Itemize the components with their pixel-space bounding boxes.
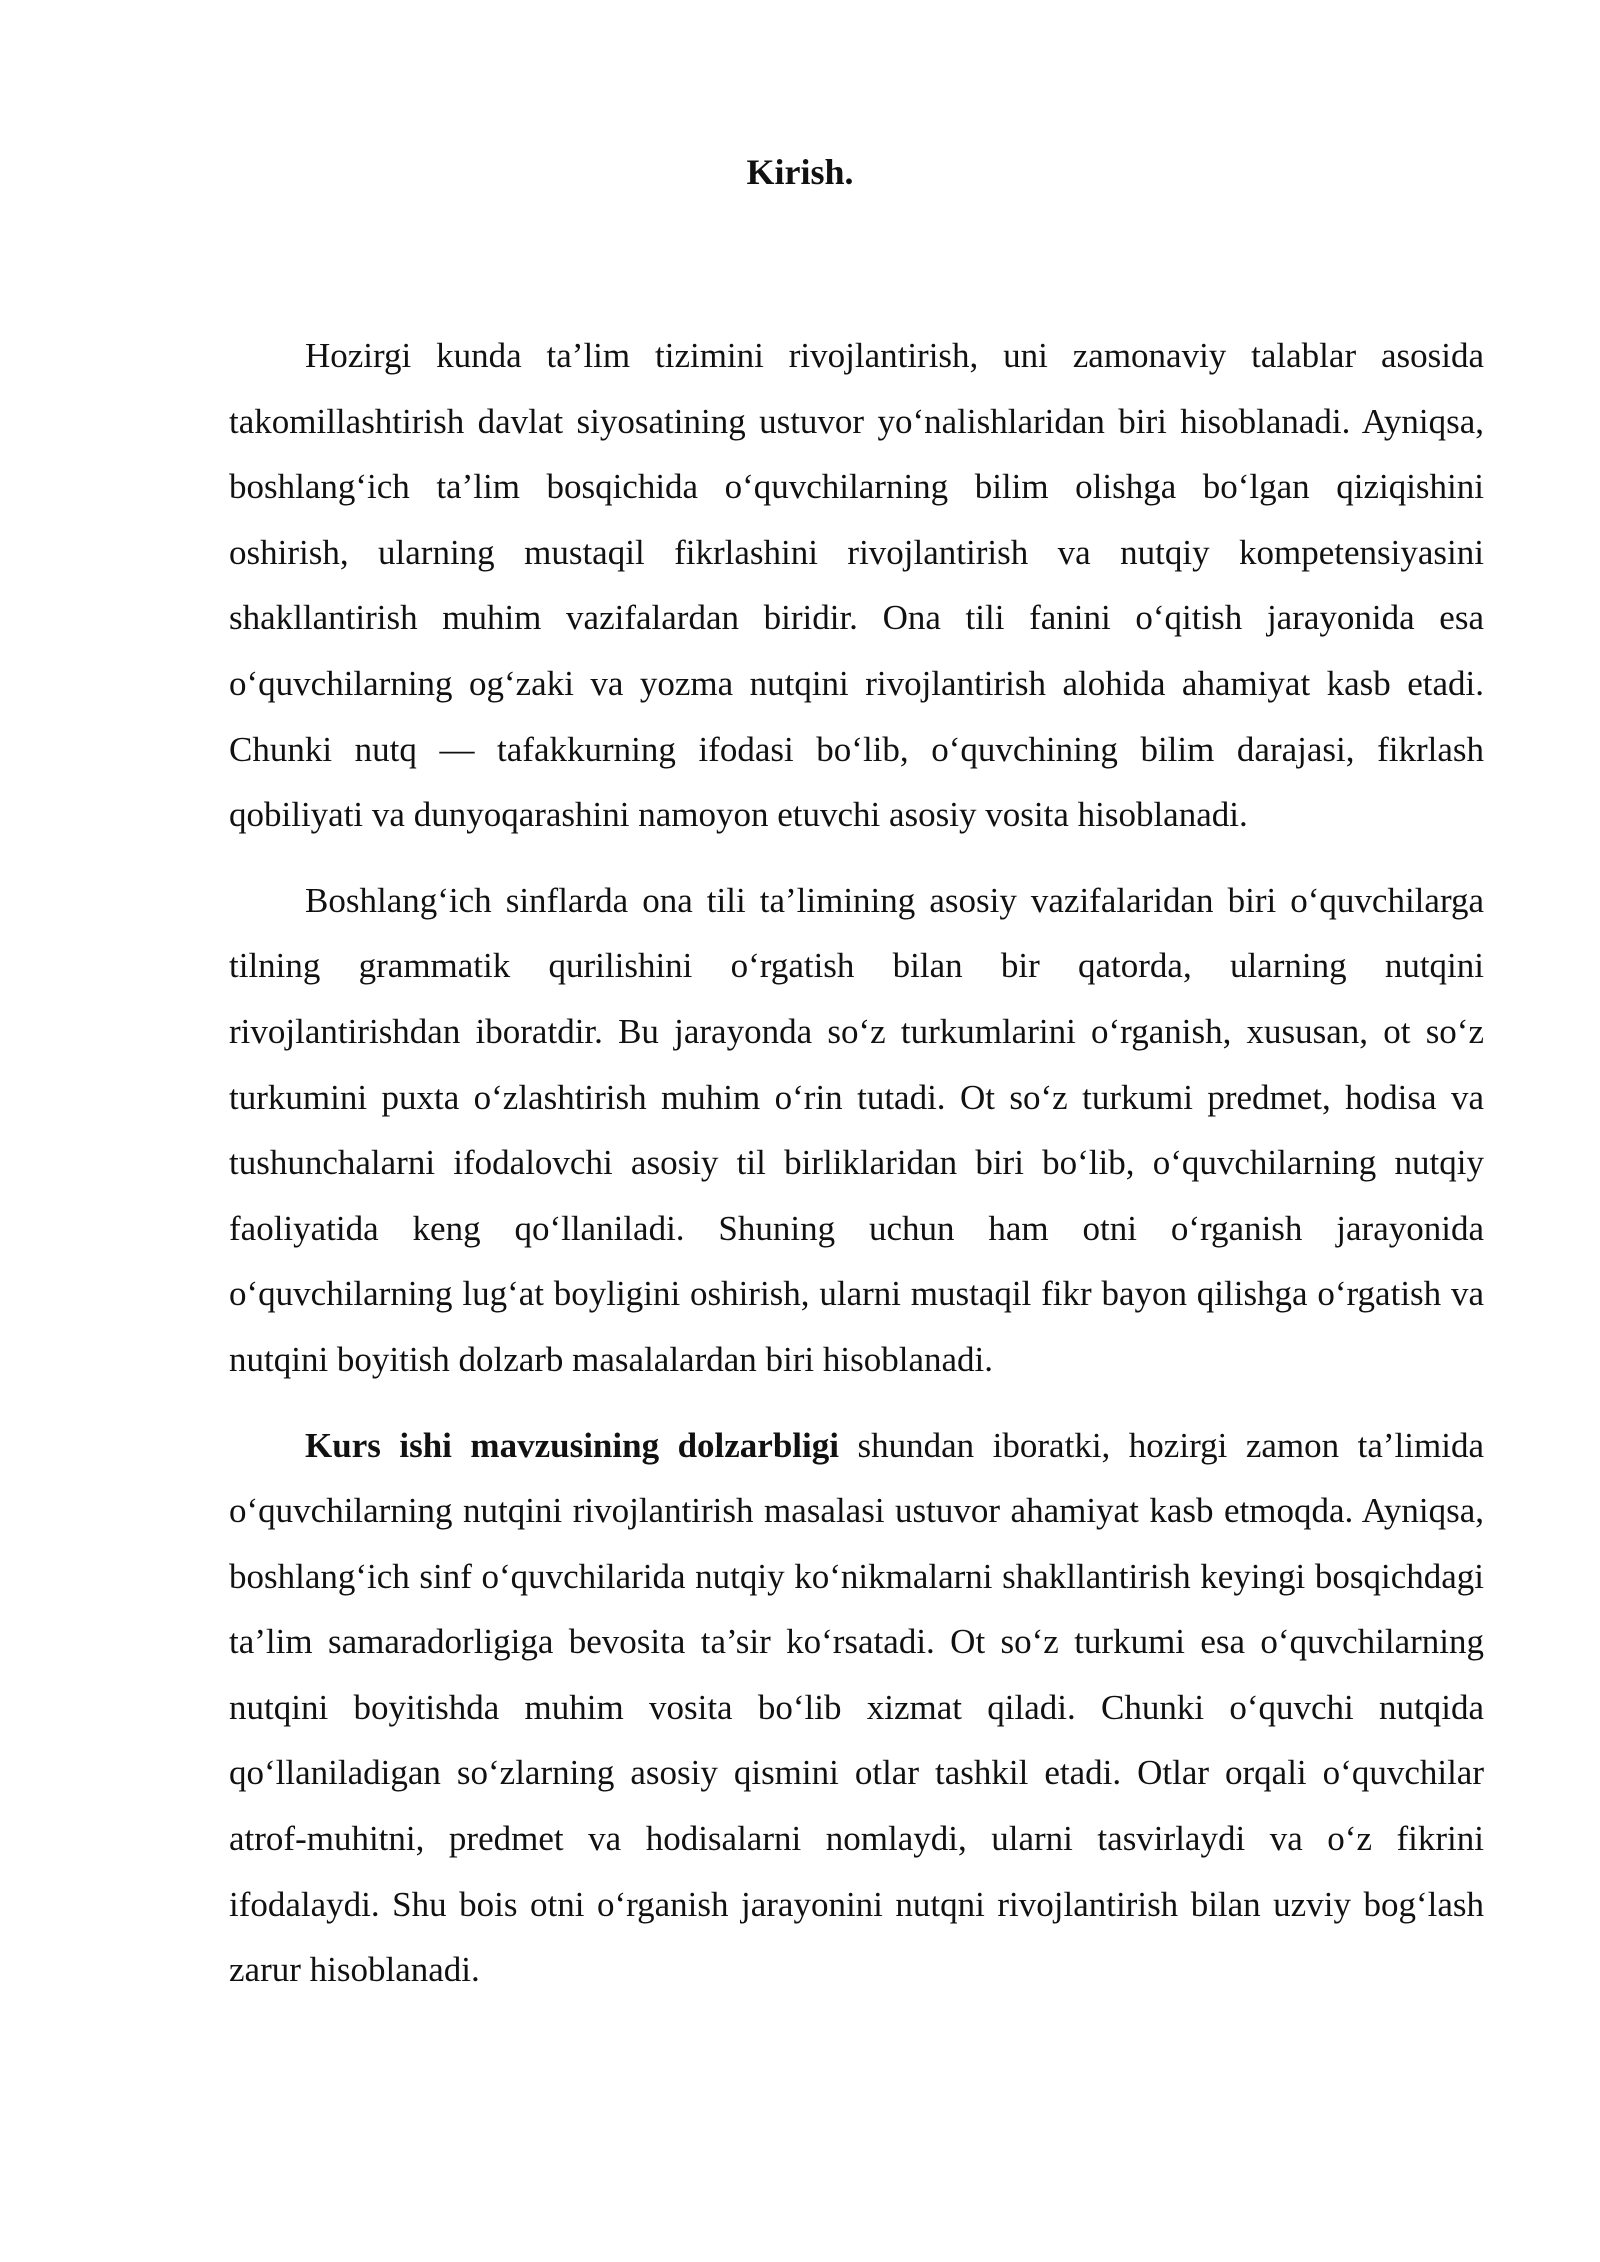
page-title: Kirish. (746, 152, 854, 192)
paragraph-text: shundan iboratki, hozirgi zamon ta’limida o‘quvchilarning nutqini rivojlantirish masalasi ustuvor ahamiyat kasb etmoqda. Ayniqsa, boshlang‘ich sinf o‘quvchilarida nutqiy ko‘nikmalarni shakllantirish keyingi bosqichdagi ta’lim samaradorligiga bevosita ta’sir ko‘rsatadi. Ot so‘z turkumi esa o‘quvchilarning nutqini boyitishda muhim vosita bo‘lib xizmat qiladi. Chunki o‘quvchi nutqida qo‘llaniladigan so‘zlarning asosiy qismini otlar tashkil etadi. Otlar orqali o‘quvchilar atrof-muhitni, predmet va hodisalarni nomlaydi, ularni tasvirlaydi va o‘z fikrini ifodalaydi. Shu bois otni o‘rganish jarayonini nutqni rivojlantirish bilan uzviy bog‘lash zarur hisoblanadi. (229, 1425, 1484, 1990)
paragraph-lead-bold: Kurs ishi mavzusining dolzarbligi (305, 1425, 839, 1465)
document-body (229, 323, 1484, 2023)
paragraph-relevance (229, 1413, 1484, 2003)
paragraph-primary-grades (229, 868, 1484, 1393)
paragraph-text: Hozirgi kunda ta’lim tizimini rivojlantirish, uni zamonaviy talablar asosida takomillashtirish davlat siyosatining ustuvor yo‘nalishlaridan biri hisoblanadi. Ayniqsa, boshlang‘ich ta’lim bosqichida o‘quvchilarning bilim olishga bo‘lgan qiziqishini oshirish, ularning mustaqil fikrlashini rivojlantirish va nutqiy kompetensiyasini shakllantirish muhim vazifalardan biridir. Ona tili fanini o‘qitish jarayonida esa o‘quvchilarning og‘zaki va yozma nutqini rivojlantirish alohida ahamiyat kasb etadi. Chunki nutq — tafakkurning ifodasi bo‘lib, o‘quvchining bilim darajasi, fikrlash qobiliyati va dunyoqarashini namoyon etuvchi asosiy vosita hisoblanadi. (229, 336, 1484, 835)
paragraph-intro (229, 323, 1484, 848)
paragraph-text: Boshlang‘ich sinflarda ona tili ta’limining asosiy vazifalaridan biri o‘quvchilarga tilning grammatik qurilishini o‘rgatish bilan bir qatorda, ularning nutqini rivojlantirishdan iboratdir. Bu jarayonda so‘z turkumlarini o‘rganish, xususan, ot so‘z turkumini puxta o‘zlashtirish muhim o‘rin tutadi. Ot so‘z turkumi predmet, hodisa va tushunchalarni ifodalovchi asosiy til birliklaridan biri bo‘lib, o‘quvchilarning nutqiy faoliyatida keng qo‘llaniladi. Shuning uchun ham otni o‘rganish jarayonida o‘quvchilarning lug‘at boyligini oshirish, ularni mustaqil fikr bayon qilishga o‘rgatish va nutqini boyitish dolzarb masalalardan biri hisoblanadi. (229, 880, 1484, 1379)
